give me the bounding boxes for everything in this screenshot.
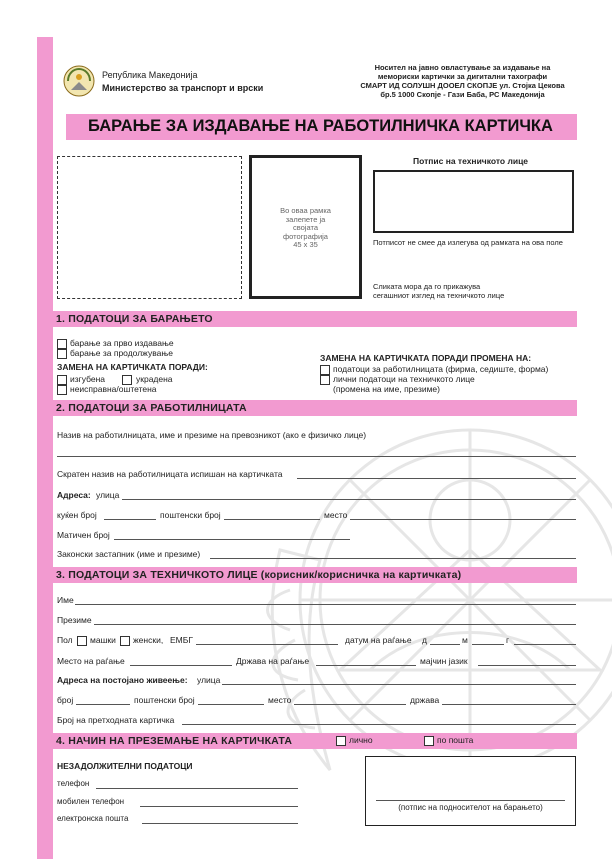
legal-rep-field[interactable] xyxy=(210,558,576,559)
issuer-line: СМАРТ ИД СОЛУШН ДООЕЛ СКОПЈЕ ул. Стојка Цекова xyxy=(360,81,565,90)
residence-no-label: број xyxy=(57,695,74,705)
day-label: д xyxy=(422,635,427,645)
issuer-block xyxy=(355,63,570,99)
photo-instruction-line: Во оваа рамка xyxy=(280,206,331,215)
month-label: м xyxy=(462,635,468,645)
applicant-signature-line xyxy=(376,800,565,801)
photo-note-line: сегашниот изглед на техничкото лице xyxy=(373,291,505,300)
birth-place-field[interactable] xyxy=(130,665,232,666)
surname-field[interactable] xyxy=(94,624,576,625)
year-label: г xyxy=(506,635,510,645)
residence-country-field[interactable] xyxy=(442,704,576,705)
birth-country-field[interactable] xyxy=(316,665,416,666)
section-4-heading: 4. НАЧИН НА ПРЕЗЕМАЊЕ НА КАРТИЧКАТА xyxy=(56,735,293,747)
legal-rep-label: Законски застапник (име и презиме) xyxy=(57,549,201,559)
first-name-label: Име xyxy=(57,595,74,605)
section-3-heading: 3. ПОДАТОЦИ ЗА ТЕХНИЧКОТО ЛИЦЕ (корисник/корисничка на картичката) xyxy=(56,569,462,581)
month-field[interactable] xyxy=(472,644,504,645)
day-field[interactable] xyxy=(430,644,460,645)
residence-country-label: држава xyxy=(410,695,440,705)
damaged-label: неисправна/оштетена xyxy=(70,384,157,394)
surname-label: Презиме xyxy=(57,615,92,625)
residence-street-label: улица xyxy=(197,675,221,685)
house-no-field[interactable] xyxy=(104,519,156,520)
damaged-checkbox[interactable] xyxy=(57,385,67,395)
prev-card-field[interactable] xyxy=(182,724,576,725)
section-2-heading: 2. ПОДАТОЦИ ЗА РАБОТИЛНИЦАТА xyxy=(56,402,247,414)
street-field[interactable] xyxy=(122,499,576,500)
pickup-personal-checkbox[interactable] xyxy=(336,736,346,746)
photo-dashed-frame xyxy=(57,156,242,299)
lost-label: изгубена xyxy=(70,374,106,384)
street-label: улица xyxy=(96,490,120,500)
issuer-line: бр.5 1000 Скопје - Гази Баба, РС Македонија xyxy=(380,90,545,99)
postal-no-field[interactable] xyxy=(224,519,320,520)
lost-checkbox[interactable] xyxy=(57,375,67,385)
residence-no-field[interactable] xyxy=(76,704,130,705)
birth-place-label: Место на раѓање xyxy=(57,656,125,666)
first-issue-checkbox[interactable] xyxy=(57,339,67,349)
pickup-mail-label: по пошта xyxy=(437,735,474,745)
change-heading: ЗАМЕНА НА КАРТИЧКАТА ПОРАДИ ПРОМЕНА НА: xyxy=(320,353,532,363)
page-title: БАРАЊЕ ЗА ИЗДАВАЊЕ НА РАБОТИЛНИЧКА КАРТИЧКА xyxy=(88,117,553,135)
phone-label: телефон xyxy=(57,779,90,788)
male-checkbox[interactable] xyxy=(77,636,87,646)
workshop-name-field[interactable] xyxy=(57,456,576,457)
change-workshop-label: податоци за работилницата (фирма, седиште, форма) xyxy=(333,364,549,374)
first-issue-label: барање за прво издавање xyxy=(70,338,174,348)
reg-no-label: Матичен број xyxy=(57,530,110,540)
pickup-personal-label: лично xyxy=(349,735,373,745)
residence-label: Адреса на постојано живеење: xyxy=(57,675,188,685)
first-name-field[interactable] xyxy=(75,604,576,605)
reg-no-field[interactable] xyxy=(114,539,350,540)
residence-place-label: место xyxy=(268,695,292,705)
workshop-name-label: Назив на работилницата, име и презиме на превозникот (ако е физичко лице) xyxy=(57,430,367,440)
photo-note-line: Сликата мора да го прикажува xyxy=(373,282,481,291)
signature-note: Потписот не смее да излегува од рамката на ова поле xyxy=(373,238,563,247)
photo-instruction-line: залепете ја xyxy=(285,214,326,224)
embg-label: ЕМБГ xyxy=(170,635,193,645)
replace-heading: ЗАМЕНА НА КАРТИЧКАТА ПОРАДИ: xyxy=(57,362,208,372)
applicant-signature-caption: (потпис на подносителот на барањето) xyxy=(398,803,543,812)
residence-postal-field[interactable] xyxy=(198,704,264,705)
email-label: електронска пошта xyxy=(57,814,129,823)
photo-instructions xyxy=(252,207,359,250)
signature-box[interactable] xyxy=(373,170,574,233)
section-1-heading: 1. ПОДАТОЦИ ЗА БАРАЊЕТО xyxy=(56,313,213,325)
embg-field[interactable] xyxy=(196,644,338,645)
issuer-line: Носител на јавно овластување за издавање на xyxy=(374,63,551,72)
mobile-label: мобилен телефон xyxy=(57,797,125,806)
place-field[interactable] xyxy=(350,519,576,520)
phone-field[interactable] xyxy=(96,788,298,789)
female-checkbox[interactable] xyxy=(120,636,130,646)
photo-instruction-line: фотографија xyxy=(283,231,328,241)
mother-tongue-field[interactable] xyxy=(478,665,576,666)
mother-tongue-label: мајчин јазик xyxy=(420,656,468,666)
mobile-field[interactable] xyxy=(140,806,298,807)
house-no-label: куќен број xyxy=(57,510,97,520)
photo-instruction-line: својата xyxy=(292,223,319,233)
prev-card-label: Број на претходната картичка xyxy=(57,715,175,725)
photo-instruction-line: 45 x 35 xyxy=(293,240,318,250)
birth-date-label: датум на раѓање xyxy=(345,635,412,645)
change-personal-label: лични податоци на техничкото лице xyxy=(333,374,475,384)
email-field[interactable] xyxy=(142,823,298,824)
applicant-signature-box[interactable] xyxy=(365,756,576,826)
republic-name: Република Македонија xyxy=(102,70,198,80)
short-name-label: Скратен назив на работилницата испишан на картичката xyxy=(57,469,283,479)
photo-note xyxy=(373,282,504,300)
coat-of-arms-logo xyxy=(62,64,96,98)
short-name-field[interactable] xyxy=(297,478,576,479)
change-personal-checkbox[interactable] xyxy=(320,375,330,385)
issuer-line: мемориски картички за дигитални тахографи xyxy=(377,72,548,81)
ministry-name: Министерство за транспорт и врски xyxy=(102,83,264,93)
year-field[interactable] xyxy=(514,644,576,645)
residence-place-field[interactable] xyxy=(294,704,406,705)
birth-country-label: Држава на раѓање xyxy=(236,656,310,666)
renewal-checkbox[interactable] xyxy=(57,349,67,359)
postal-no-label: поштенски број xyxy=(160,510,221,520)
place-label: место xyxy=(324,510,348,520)
pickup-mail-checkbox[interactable] xyxy=(424,736,434,746)
male-label: машки xyxy=(90,635,116,645)
renewal-label: барање за продолжување xyxy=(70,348,173,358)
sex-label: Пол xyxy=(57,635,73,645)
optional-heading: НЕЗАДОЛЖИТЕЛНИ ПОДАТОЦИ xyxy=(57,761,193,771)
change-personal-note: (промена на име, презиме) xyxy=(333,384,440,394)
residence-postal-label: поштенски број xyxy=(134,695,195,705)
stolen-label: украдена xyxy=(136,374,173,384)
residence-street-field[interactable] xyxy=(222,684,576,685)
change-workshop-checkbox[interactable] xyxy=(320,365,330,375)
signature-heading: Потпис на техничкото лице xyxy=(413,156,529,166)
address-label: Адреса: xyxy=(57,490,91,500)
female-label: женски, xyxy=(133,635,164,645)
